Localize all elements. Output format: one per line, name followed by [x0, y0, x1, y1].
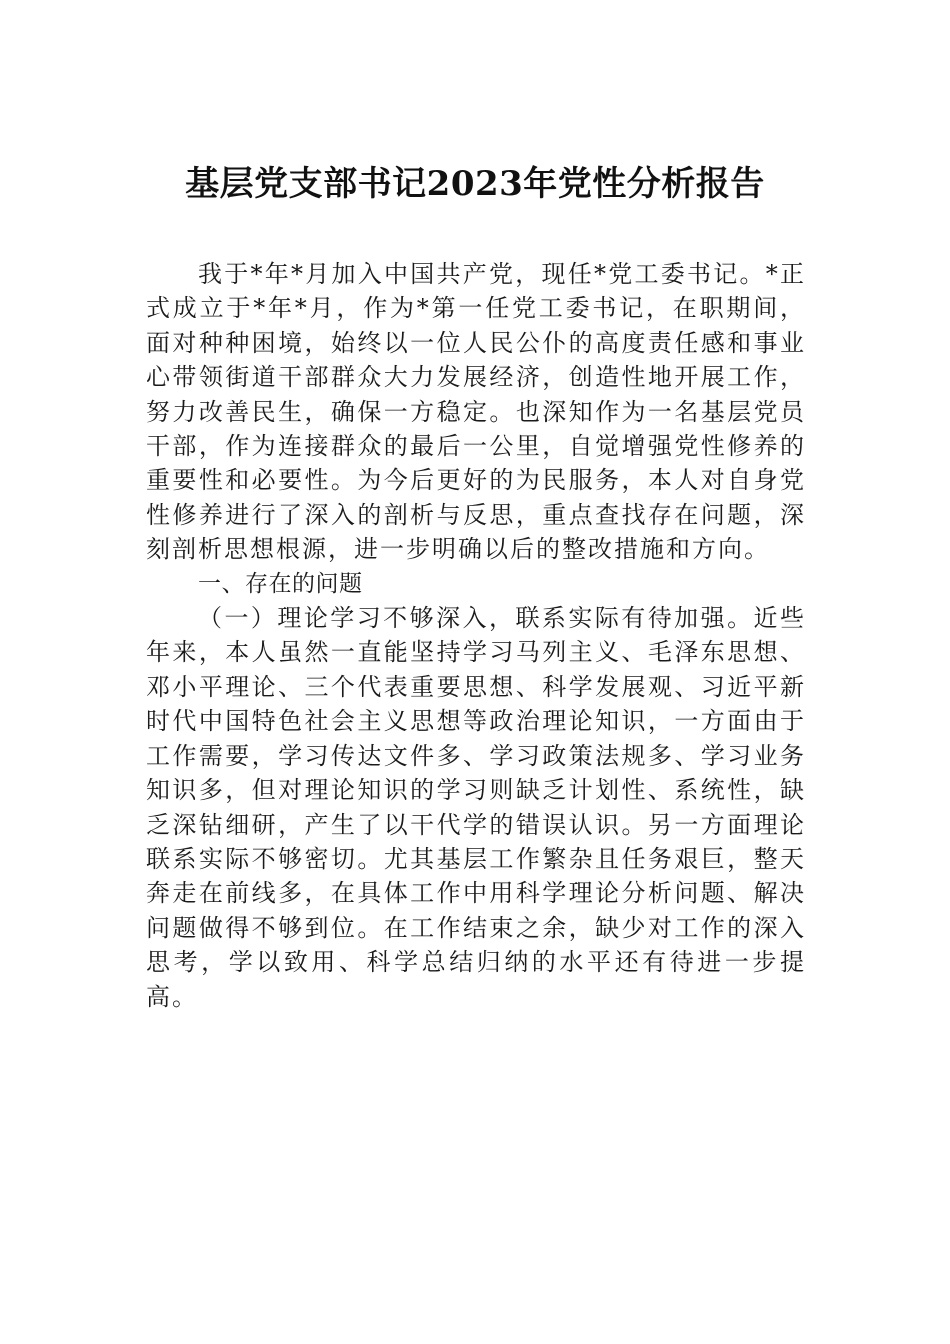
- subsection-paragraph: （一）理论学习不够深入，联系实际有待加强。近些年来，本人虽然一直能坚持学习马列主义、毛泽东思想、邓小平理论、三个代表重要思想、科学发展观、习近平新时代中国特色社会主义思想等政治理论知识，一方面由于工作需要，学习传达文件多、学习政策法规多、学习业务知识多，但对理论知识的学习则缺乏计划性、系统性，缺乏深钻细研，产生了以干代学的错误认识。另一方面理论联系实际不够密切。尤其基层工作繁杂且任务艰巨，整天奔走在前线多，在具体工作中用科学理论分析问题、解决问题做得不够到位。在工作结束之余，缺少对工作的深入思考，学以致用、科学总结归纳的水平还有待进一步提高。: [146, 604, 806, 1011]
- section-heading: 一、存在的问题: [198, 570, 363, 597]
- intro-paragraph: 我于*年*月加入中国共产党，现任*党工委书记。*正式成立于*年*月，作为*第一任党工委书记，在职期间，面对种种困境，始终以一位人民公仆的高度责任感和事业心带领街道干部群众大力发展经济，创造性地开展工作，努力改善民生，确保一方稳定。也深知作为一名基层党员干部，作为连接群众的最后一公里，自觉增强党性修养的重要性和必要性。为今后更好的为民服务，本人对自身党性修养进行了深入的剖析与反思，重点查找存在问题，深刻剖析思想根源，进一步明确以后的整改措施和方向。: [146, 260, 806, 564]
- document-body: [146, 257, 806, 1014]
- document-title: 基层党支部书记2023年党性分析报告: [185, 164, 765, 204]
